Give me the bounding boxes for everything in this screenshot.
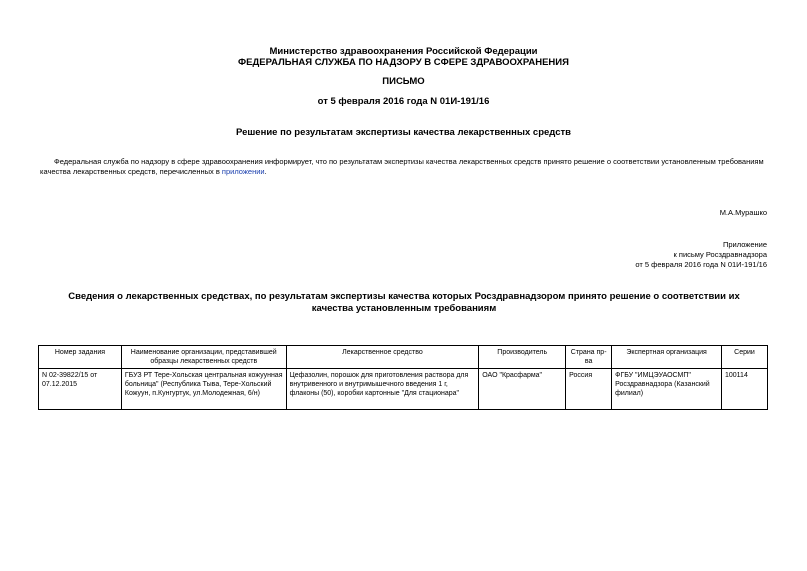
table-cell: N 02-39822/15 от 07.12.2015 xyxy=(39,369,122,410)
ministry-name: Министерство здравоохранения Российской Федерации xyxy=(269,46,538,57)
table-header-cell: Лекарственное средство xyxy=(286,346,479,369)
appendix-title: Сведения о лекарственных средствах, по результатам экспертизы качества которых Росздравнадзором принято решение о соответствии их качества установленным требованиям xyxy=(68,291,740,314)
table-cell: ОАО "Красфарма" xyxy=(479,369,566,410)
table-header-row xyxy=(39,346,768,369)
appendix-reference xyxy=(635,240,767,270)
document-subject: Решение по результатам экспертизы качества лекарственных средств xyxy=(236,127,571,138)
table-header-cell: Серии xyxy=(722,346,768,369)
table-cell: Цефазолин, порошок для приготовления раствора для внутривенного и внутримышечного введения 1 г, флаконы (50), коробки картонные "Для стационара" xyxy=(286,369,479,410)
service-name: ФЕДЕРАЛЬНАЯ СЛУЖБА ПО НАДЗОРУ В СФЕРЕ ЗДРАВООХРАНЕНИЯ xyxy=(238,57,569,68)
signature: М.А.Мурашко xyxy=(719,208,767,217)
table-cell: Россия xyxy=(566,369,612,410)
table-cell: 100114 xyxy=(722,369,768,410)
document-date-number: от 5 февраля 2016 года N 01И-191/16 xyxy=(317,96,490,107)
appendix-ref-line: к письму Росздравнадзора xyxy=(673,250,767,259)
table-header-cell: Номер задания xyxy=(39,346,122,369)
table-header-cell: Наименование организации, представившей образцы лекарственных средств xyxy=(121,346,286,369)
table-cell: ГБУЗ РТ Тере-Хольская центральная кожуунная больница" (Республика Тыва, Тере-Хольский Кожуун, п.Кунгуртук, ул.Молодежная, 6/н) xyxy=(121,369,286,410)
table-cell: ФГБУ "ИМЦЭУАОСМП" Росздравнадзора (Казанский филиал) xyxy=(612,369,722,410)
body-text: Федеральная служба по надзору в сфере здравоохранения информирует, что по результатам экспертизы качества лекарственных средств принято решение о соответствии установленным требованиям качества лекарственных средств, перечисленных в xyxy=(40,157,764,176)
document-type: ПИСЬМО xyxy=(382,76,425,87)
drug-table xyxy=(38,345,768,410)
appendix-ref-line: от 5 февраля 2016 года N 01И-191/16 xyxy=(635,260,767,269)
letter-body xyxy=(40,157,768,177)
body-text-end: . xyxy=(264,167,267,176)
appendix-link[interactable]: приложении xyxy=(221,167,265,176)
appendix-ref-line: Приложение xyxy=(723,240,767,249)
table-row xyxy=(39,369,768,410)
table-header-cell: Экспертная организация xyxy=(612,346,722,369)
table-header-cell: Страна пр-ва xyxy=(566,346,612,369)
table-header-cell: Производитель xyxy=(479,346,566,369)
